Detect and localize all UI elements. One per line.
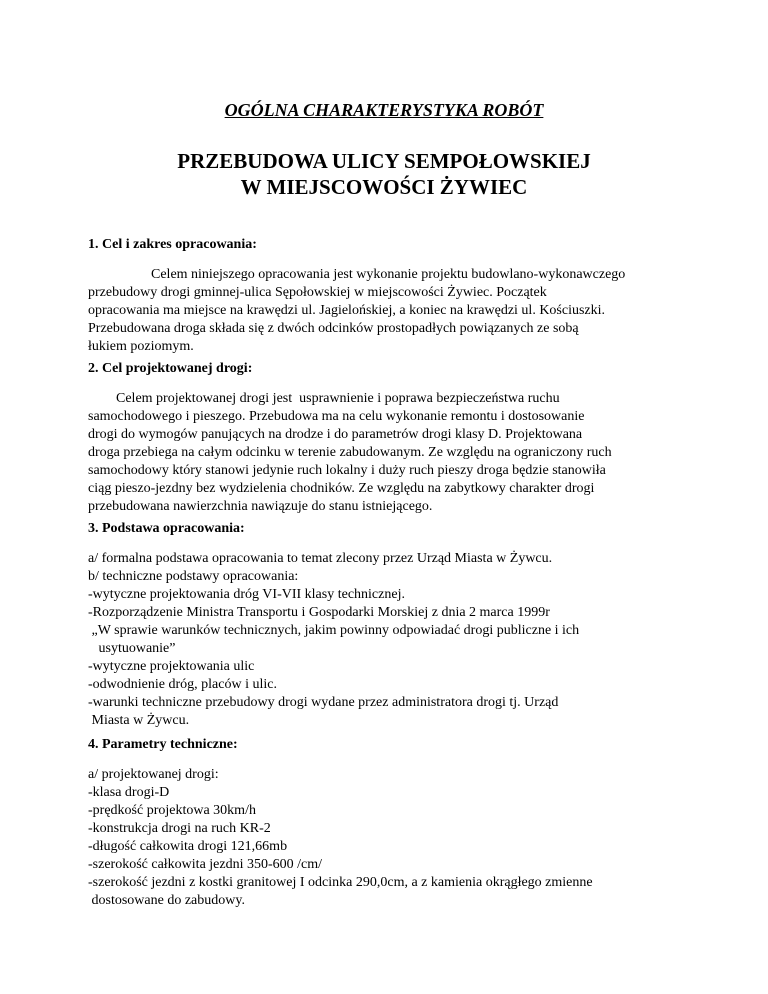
text-line: -warunki techniczne przebudowy drogi wydane przez administratora drogi tj. Urząd	[88, 695, 559, 710]
text-line: Miasta w Żywcu.	[88, 713, 190, 728]
text-line: -wytyczne projektowania dróg VI-VII klasy technicznej.	[88, 587, 405, 602]
main-title-line-2: W MIEJSCOWOŚCI ŻYWIEC	[240, 175, 528, 199]
text-line: -Rozporządzenie Ministra Transportu i Gospodarki Morskiej z dnia 2 marca 1999r	[88, 605, 550, 620]
text-line: Przebudowana droga składa się z dwóch odcinków prostopadłych powiązanych ze sobą	[88, 321, 579, 336]
text-line: -długość całkowita drogi 121,66mb	[88, 839, 288, 854]
text-line: droga przebiega na całym odcinku w terenie zabudowanym. Ze względu na ograniczony ruch	[88, 445, 612, 460]
text-line: przebudowy drogi gminnej-ulica Sępołowskiej w miejscowości Żywiec. Początek	[88, 285, 547, 300]
text-line: -konstrukcja drogi na ruch KR-2	[88, 821, 271, 836]
text-line: Celem projektowanej drogi jest usprawnienie i poprawa bezpieczeństwa ruchu	[88, 391, 560, 406]
section-body	[88, 266, 708, 356]
text-line: usytuowanie”	[88, 641, 176, 656]
section-heading: 3. Podstawa opracowania:	[88, 521, 245, 536]
text-line: łukiem poziomym.	[88, 339, 194, 354]
section-parametry-techniczne	[88, 736, 708, 910]
text-line: -odwodnienie dróg, placów i ulic.	[88, 677, 277, 692]
text-line: opracowania ma miejsce na krawędzi ul. Jagielońskiej, a koniec na krawędzi ul. Kościuszki.	[88, 303, 606, 318]
text-line: a/ projektowanej drogi:	[88, 767, 219, 782]
text-line: przebudowana nawierzchnia nawiązuje do stanu istniejącego.	[88, 499, 433, 514]
section-cel-i-zakres	[88, 236, 708, 356]
text-line: dostosowane do zabudowy.	[88, 893, 245, 908]
text-line: a/ formalna podstawa opracowania to temat zlecony przez Urząd Miasta w Żywcu.	[88, 551, 553, 566]
main-title	[0, 148, 768, 200]
section-heading: 2. Cel projektowanej drogi:	[88, 361, 253, 376]
text-line: „W sprawie warunków technicznych, jakim powinny odpowiadać drogi publiczne i ich	[88, 623, 580, 638]
section-body	[88, 390, 708, 516]
text-line: samochodowy który stanowi jedynie ruch lokalny i duży ruch pieszy droga będzie stanowiła	[88, 463, 606, 478]
text-line: -wytyczne projektowania ulic	[88, 659, 255, 674]
section-body	[88, 550, 708, 730]
text-line: -szerokość jezdni z kostki granitowej I odcinka 290,0cm, a z kamienia okrągłego zmienne	[88, 875, 593, 890]
text-line: ciąg pieszo-jezdny bez wydzielenia chodników. Ze względu na zabytkowy charakter drogi	[88, 481, 595, 496]
text-line: b/ techniczne podstawy opracowania:	[88, 569, 299, 584]
document-title: OGÓLNA CHARAKTERYSTYKA ROBÓT	[224, 100, 544, 120]
section-heading: 4. Parametry techniczne:	[88, 737, 238, 752]
main-title-line-1: PRZEBUDOWA ULICY SEMPOŁOWSKIEJ	[177, 149, 591, 173]
section-heading: 1. Cel i zakres opracowania:	[88, 237, 257, 252]
text-line: Celem niniejszego opracowania jest wykonanie projektu budowlano-wykonawczego	[88, 267, 626, 282]
text-line: samochodowego i pieszego. Przebudowa ma na celu wykonanie remontu i dostosowanie	[88, 409, 585, 424]
text-line: -szerokość całkowita jezdni 350-600 /cm/	[88, 857, 323, 872]
text-line: -prędkość projektowa 30km/h	[88, 803, 256, 818]
section-body	[88, 766, 708, 910]
text-line: drogi do wymogów panujących na drodze i do parametrów drogi klasy D. Projektowana	[88, 427, 583, 442]
section-cel-projektowanej-drogi	[88, 360, 708, 516]
section-podstawa-opracowania	[88, 520, 708, 730]
text-line: -klasa drogi-D	[88, 785, 170, 800]
